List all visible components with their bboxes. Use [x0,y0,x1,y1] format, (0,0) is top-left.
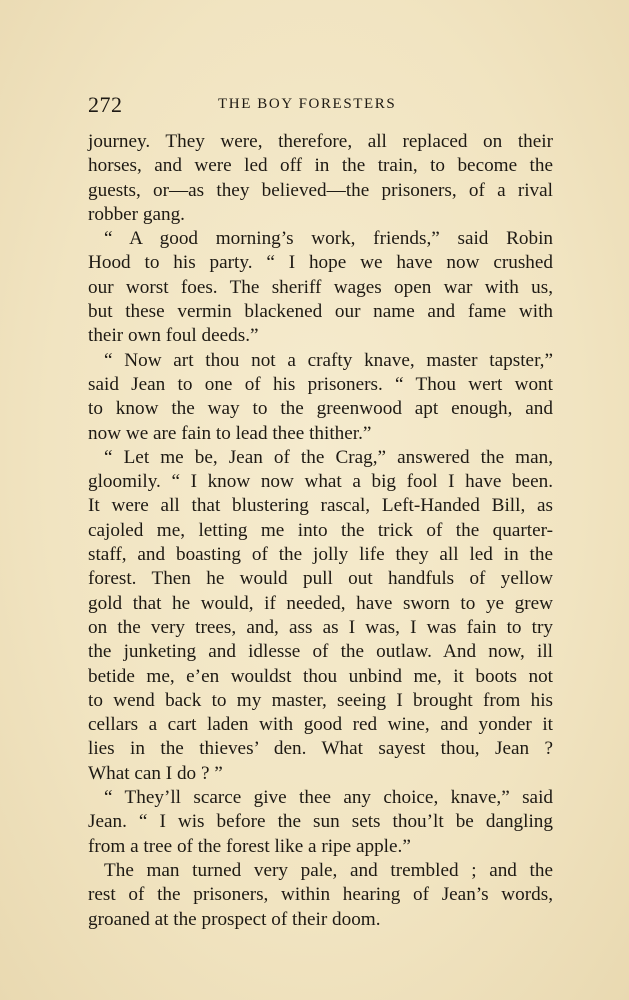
text-line: but these vermin blackened our name and fame with [88,301,553,323]
text-line: from a tree of the forest like a ripe apple.” [88,835,411,857]
text-line: cajoled me, letting me into the trick of the quarter- [88,519,553,541]
text-line: their own foul deeds.” [88,325,259,347]
text-line: journey. They were, therefore, all replaced on their [88,131,553,152]
text-line: on the very trees, and, ass as I was, I was fain to try [88,616,553,638]
text-line: our worst foes. The sheriff wages open war with us, [88,276,553,298]
text-line: The man turned very pale, and trembled ; and the [104,859,553,881]
text-line: groaned at the prospect of their doom. [88,908,381,930]
text-line: the junketing and idlesse of the outlaw. And now, ill [88,641,553,663]
text-line: said Jean to one of his prisoners. “ Thou wert wont [88,373,553,395]
text-line: Hood to his party. “ I hope we have now crushed [88,252,553,274]
body-text [88,130,553,932]
text-line: Jean. “ I wis before the sun sets thou’lt be dangling [88,811,553,833]
text-line: horses, and were led off in the train, to become the [88,155,553,177]
text-line: What can I do ? ” [88,762,223,784]
text-line: robber gang. [88,203,185,225]
text-line: “ Let me be, Jean of the Crag,” answered the man, [104,446,553,468]
text-line: to wend back to my master, seeing I brought from his [88,689,553,711]
text-line: now we are fain to lead thee thither.” [88,422,372,444]
page-number: 272 [88,92,123,117]
text-line: gold that he would, if needed, have sworn to ye grew [88,592,553,614]
text-line: “ Now art thou not a crafty knave, master tapster,” [104,349,553,371]
text-line: cellars a cart laden with good red wine, and yonder it [88,714,553,736]
text-line: forest. Then he would pull out handfuls of yellow [88,568,553,590]
text-line: guests, or—as they believed—the prisoners, of a rival [88,179,553,201]
text-line: “ They’ll scarce give thee any choice, knave,” said [104,787,553,809]
running-title: THE BOY FORESTERS [218,96,397,112]
text-line: It were all that blustering rascal, Left-Handed Bill, as [88,495,553,517]
text-line: betide me, e’en wouldst thou unbind me, it boots not [88,665,553,687]
text-line: lies in the thieves’ den. What sayest thou, Jean ? [88,738,553,760]
text-line: gloomily. “ I know now what a big fool I have been. [88,471,553,493]
page-header [88,92,553,118]
text-line: staff, and boasting of the jolly life they all led in the [88,544,553,566]
text-line: to know the way to the greenwood apt enough, and [88,398,553,420]
text-line: “ A good morning’s work, friends,” said Robin [104,228,553,250]
text-line: rest of the prisoners, within hearing of Jean’s words, [88,884,553,906]
